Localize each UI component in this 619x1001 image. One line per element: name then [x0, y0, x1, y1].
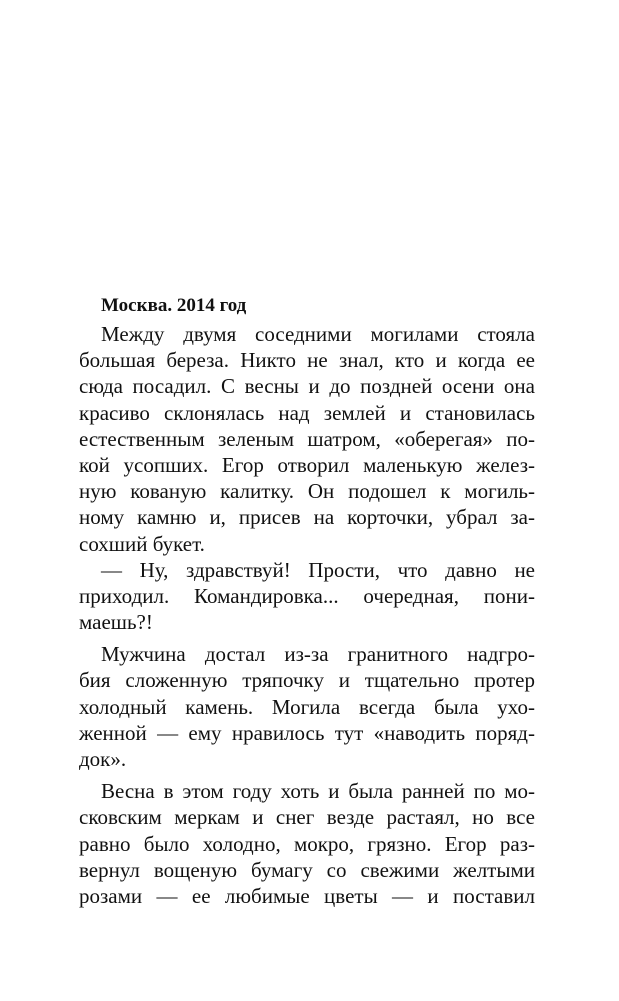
text-line: бия сложенную тряпочку и тщательно протер — [79, 668, 535, 693]
text-line: Весна в этом году хоть и была ранней по мо- — [101, 779, 535, 804]
text-line: кой усопших. Егор отворил маленькую желез- — [79, 452, 535, 477]
text-line: женной — ему нравилось тут «наводить поряд- — [79, 720, 535, 745]
text-line: розами — ее любимые цветы — и поставил — [79, 883, 535, 908]
text-line: Между двумя соседними могилами стояла — [101, 322, 535, 346]
text-line: ному камню и, присев на корточки, убрал за- — [79, 505, 535, 530]
text-block — [79, 294, 535, 909]
text-line: маешь?! — [79, 610, 153, 635]
text-line: док». — [79, 747, 127, 771]
text-line: холодный камень. Могила всегда была ухо- — [79, 694, 535, 719]
text-line: равно было холодно, мокро, грязно. Егор раз- — [79, 831, 535, 856]
text-line: красиво склонялась над землей и становилась — [79, 400, 535, 425]
text-line: сковским меркам и снег везде растаял, но все — [79, 805, 535, 830]
text-line: — Ну, здравствуй! Прости, что давно не — [101, 557, 535, 582]
text-line: сохший букет. — [79, 531, 205, 556]
text-line: естественным зеленым шатром, «оберегая» по- — [79, 426, 535, 451]
chapter-heading: Москва. 2014 год — [101, 295, 247, 316]
text-line: ную кованую калитку. Он подошел к могиль- — [79, 479, 535, 504]
text-line: Мужчина достал из-за гранитного надгро- — [101, 642, 535, 667]
text-line: вернул вощеную бумагу со свежими желтыми — [79, 857, 535, 882]
text-line: приходил. Командировка... очередная, пони- — [79, 583, 535, 608]
text-line: большая береза. Никто не знал, кто и когда ее — [79, 348, 535, 373]
text-line: сюда посадил. С весны и до поздней осени она — [79, 374, 535, 399]
